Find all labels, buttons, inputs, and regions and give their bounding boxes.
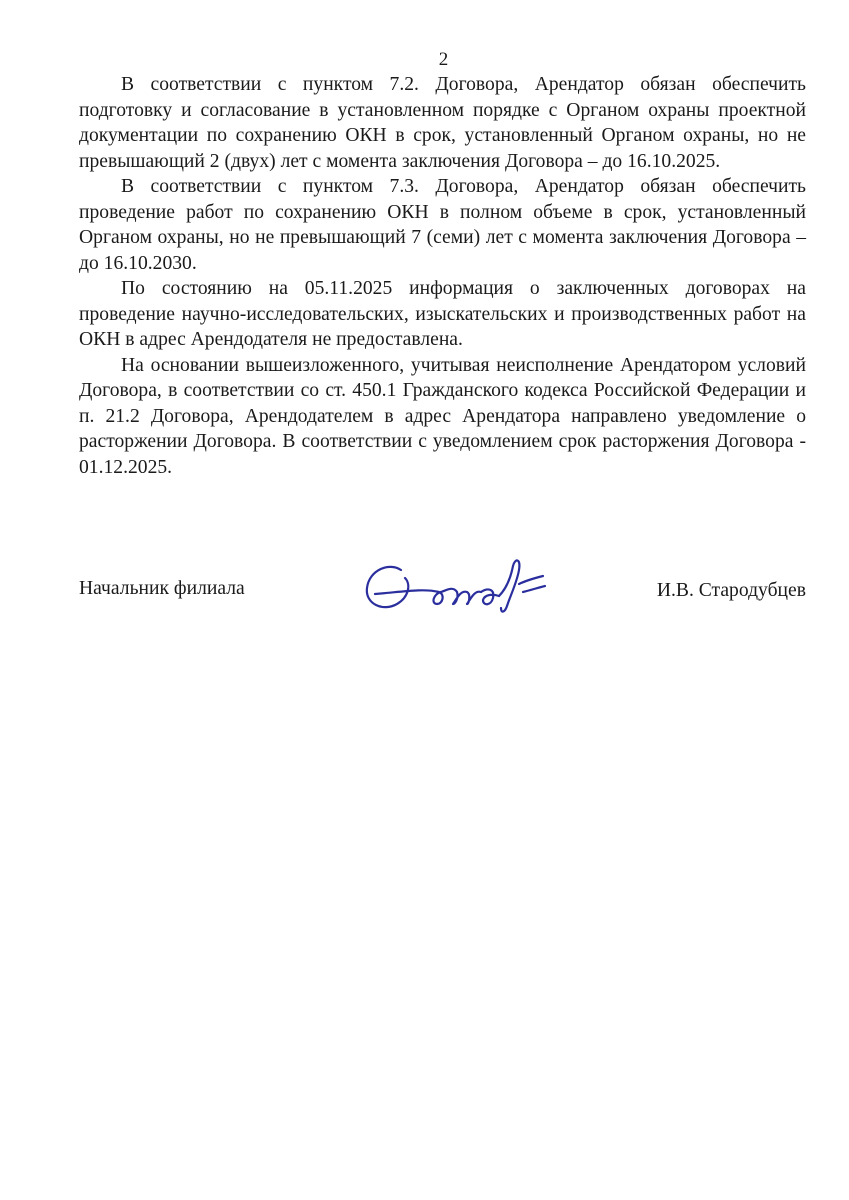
paragraph-termination: На основании вышеизложенного, учитывая неисполнение Арендатором условий Договора, в соответствии со ст. 450.1 Гражданского кодекса Российской Федерации и п. 21.2 Договора, Арендодателем в адрес Арендатора направлено уведомление о расторжении Договора. В соответствии с уведомлением срок расторжения Договора - 01.12.2025.	[79, 354, 806, 478]
document-body	[79, 72, 806, 480]
signer-name: И.В. Стародубцев	[656, 580, 806, 601]
handwritten-signature	[361, 548, 561, 620]
signer-position: Начальник филиала	[79, 578, 245, 599]
paragraph-clause-7-3: В соответствии с пунктом 7.3. Договора, Арендатор обязан обеспечить проведение работ по сохранению ОКН в полном объеме в срок, установленный Органом охраны, но не превышающий 7 (семи) лет с момента заключения Договора – до 16.10.2030.	[79, 176, 806, 274]
signature-block	[79, 548, 806, 628]
paragraph-status: По состоянию на 05.11.2025 информация о заключенных договорах на проведение научно-исследовательских, изыскательских и производственных работ на ОКН в адрес Арендодателя не предоставлена.	[79, 278, 806, 350]
page-number: 2	[438, 49, 449, 70]
paragraph-clause-7-2: В соответствии с пунктом 7.2. Договора, Арендатор обязан обеспечить подготовку и согласование в установленном порядке с Органом охраны проектной документации по сохранению ОКН в срок, установленный Органом охраны, но не превышающий 2 (двух) лет с момента заключения Договора – до 16.10.2025.	[79, 74, 806, 172]
